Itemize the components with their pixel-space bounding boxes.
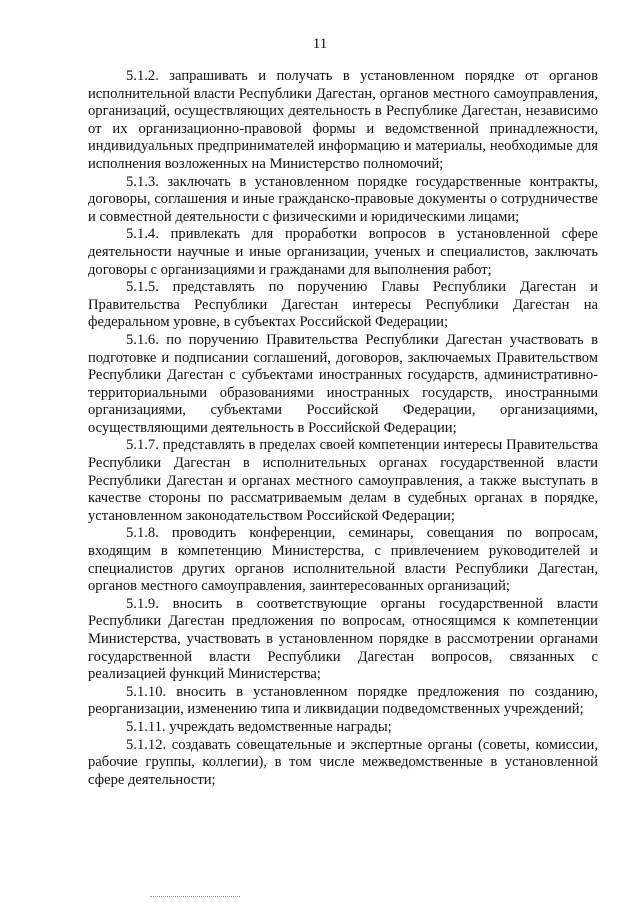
- scan-artifact: [150, 896, 240, 899]
- clause-5-1-5: 5.1.5. представлять по поручению Главы Республики Дагестан и Правительства Республики Дагестан интересы Республики Дагестан на федеральном уровне, в субъектах Российской Федерации;: [88, 279, 598, 331]
- clause-5-1-9: 5.1.9. вносить в соответствующие органы государственной власти Республики Дагестан предложения по вопросам, относящимся к компетенции Министерства, участвовать в установленном порядке в рассмотрении органами государственной власти Республики Дагестан вопросов, связанных с реализацией функций Министерства;: [88, 595, 598, 683]
- clause-5-1-3: 5.1.3. заключать в установленном порядке государственные контракты, договоры, соглашения и иные гражданско-правовые документы о сотрудничестве и совместной деятельности с физическими и юридическими лицами;: [88, 173, 598, 225]
- clause-5-1-6: 5.1.6. по поручению Правительства Республики Дагестан участвовать в подготовке и подписании соглашений, договоров, заключаемых Правительством Республики Дагестан с субъектами иностранных государств, административно-территориальными образованиями иностранных государств, иностранными организациями, субъектами Российской Федерации, организациями, осуществляющими деятельность в Российской Федерации;: [88, 331, 598, 436]
- clause-5-1-10: 5.1.10. вносить в установленном порядке предложения по созданию, реорганизации, изменению типа и ликвидации подведомственных учреждений;: [88, 683, 598, 718]
- clause-5-1-8: 5.1.8. проводить конференции, семинары, совещания по вопросам, входящим в компетенцию Министерства, с привлечением руководителей и специалистов других органов исполнительной власти Республики Дагестан, органов местного самоуправления, заинтересованных организаций;: [88, 525, 598, 595]
- document-body: [88, 68, 598, 789]
- clause-5-1-7: 5.1.7. представлять в пределах своей компетенции интересы Правительства Республики Дагестан в исполнительных органах государственной власти Республики Дагестан и органах местного самоуправления, а также выступать в качестве стороны по рассматриваемым делам в судебных органах в порядке, установленном законодательством Российской Федерации;: [88, 437, 598, 524]
- clause-5-1-12: 5.1.12. создавать совещательные и экспертные органы (советы, комиссии, рабочие группы, коллегии), в том числе межведомственные в установленной сфере деятельности;: [88, 736, 598, 788]
- clause-5-1-2: 5.1.2. запрашивать и получать в установленном порядке от органов исполнительной власти Республики Дагестан, органов местного самоуправления, организаций, осуществляющих деятельность в Республике Дагестан, независимо от их организационно-правовой формы и ведомственной принадлежности, индивидуальных предпринимателей информацию и материалы, необходимые для исполнения возложенных на Министерство полномочий;: [88, 68, 598, 172]
- clause-5-1-11: 5.1.11. учреждать ведомственные награды;: [126, 718, 392, 735]
- page-number: 11: [312, 36, 328, 52]
- clause-5-1-4: 5.1.4. привлекать для проработки вопросов в установленной сфере деятельности научные и иные организации, ученых и специалистов, заключать договоры с организациями и гражданами для выполнения работ;: [88, 226, 598, 278]
